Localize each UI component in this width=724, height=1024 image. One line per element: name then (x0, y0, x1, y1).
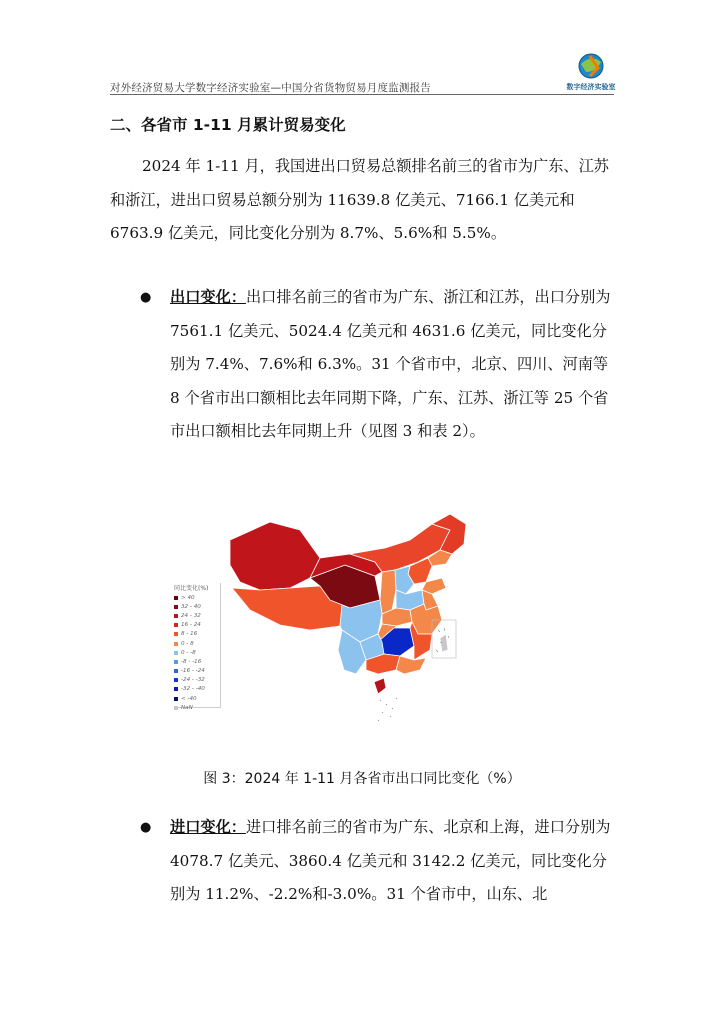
legend-label: 24 - 32 (181, 612, 201, 619)
bullet-dot-icon: ● (140, 290, 152, 305)
lab-logo (568, 52, 614, 92)
export-lead: 出口变化： (170, 288, 246, 306)
legend-swatch (174, 697, 178, 701)
legend-item (174, 621, 220, 630)
legend-label: -16 - -24 (181, 668, 205, 675)
logo-label: 数字经济实验室 (566, 83, 616, 91)
legend-label: -24 - -32 (181, 677, 205, 684)
legend-swatch (174, 706, 178, 710)
import-text: 进口排名前三的省市为广东、北京和上海，进口分别为 4078.7 亿美元、3860.4 亿美元和 3142.2 亿美元，同比变化分别为 11.2%、-2.2%和-3.0%。31 个省市中，山东、北 (170, 818, 611, 903)
header-divider (110, 94, 614, 95)
legend-item (174, 703, 220, 712)
page-header (110, 50, 614, 96)
legend-list (174, 593, 220, 712)
bullet-dot-icon: ● (140, 820, 152, 835)
legend-item (174, 639, 220, 648)
region-shaanxi (380, 570, 396, 614)
legend-item (174, 657, 220, 666)
legend-swatch (174, 678, 178, 682)
region-hainan (374, 678, 386, 694)
legend-swatch (174, 651, 178, 655)
legend-swatch (174, 669, 178, 673)
import-bullet (140, 811, 614, 912)
legend-item (174, 648, 220, 657)
legend-item (174, 593, 220, 602)
legend-label: -32 - -40 (181, 686, 205, 693)
legend-item (174, 667, 220, 676)
legend-label: 32 - 40 (181, 603, 201, 610)
legend-item (174, 694, 220, 703)
legend-item (174, 676, 220, 685)
region-taiwan (440, 634, 448, 652)
legend-item (174, 630, 220, 639)
legend-label: 0 - 8 (181, 640, 194, 647)
legend-swatch (174, 642, 178, 646)
export-bullet (140, 281, 614, 449)
legend-swatch (174, 632, 178, 636)
intro-paragraph: 2024 年 1-11 月，我国进出口贸易总额排名前三的省市为广东、江苏和浙江，进出口贸易总额分别为 11639.8 亿美元、7166.1 亿美元和 6763.9 亿美元，同比变化分别为 8.7%、5.6%和 5.5%。 (110, 157, 609, 242)
legend-swatch (174, 660, 178, 664)
legend-item (174, 611, 220, 620)
legend-item (174, 602, 220, 611)
header-text: 对外经济贸易大学数字经济实验室—中国分省货物贸易月度监测报告 (110, 82, 431, 94)
legend-swatch (174, 623, 178, 627)
section-title: 二、各省市 1-11 月累计贸易变化 (110, 116, 346, 134)
export-text: 出口排名前三的省市为广东、浙江和江苏，出口分别为 7561.1 亿美元、5024.4 亿美元和 4631.6 亿美元，同比变化分别为 7.4%、7.6%和 6.3%。31 个省市中，北京、四川、河南等 8 个省市出口额相比去年同期下降，广东、江苏、浙江等 25 个省市出口额相比去年同期上升（见图 3 和表 2）。 (170, 288, 611, 440)
legend-label: > 40 (181, 594, 195, 601)
lab-logo-icon (568, 52, 614, 82)
legend-swatch (174, 596, 178, 600)
legend-label: < -40 (181, 695, 197, 702)
import-lead: 进口变化： (170, 818, 246, 836)
map-legend (174, 583, 221, 711)
legend-title: 同比变化(%) (174, 585, 209, 592)
legend-label: 8 - 16 (181, 631, 198, 638)
legend-label: NaN (181, 704, 193, 711)
legend-label: -8 - -16 (181, 658, 202, 665)
legend-label: 0 - -8 (181, 649, 196, 656)
legend-item (174, 685, 220, 694)
region-xinjiang (230, 522, 320, 590)
region-guangdong (396, 656, 426, 674)
legend-swatch (174, 614, 178, 618)
legend-swatch (174, 687, 178, 691)
legend-swatch (174, 605, 178, 609)
legend-label: 16 - 24 (181, 622, 201, 629)
figure-caption: 图 3：2024 年 1-11 月各省市出口同比变化（%） (203, 771, 521, 787)
